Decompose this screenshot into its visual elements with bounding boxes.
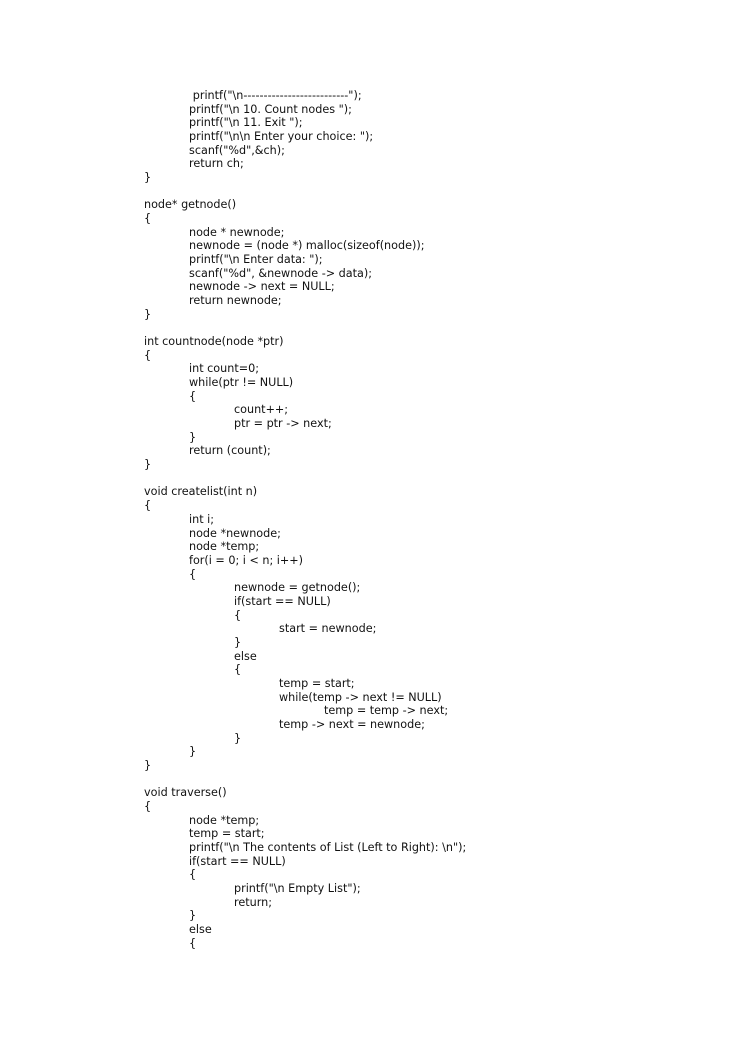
code-line-text: { <box>144 499 152 513</box>
code-line-text: printf("\n 10. Count nodes "); <box>189 102 352 116</box>
code-line-text: return newnode; <box>189 294 282 308</box>
code-line-text: start = newnode; <box>279 622 377 636</box>
code-line-text: printf("\n Empty List"); <box>234 881 361 895</box>
code-line-text: if(start == NULL) <box>234 594 331 608</box>
code-line-text: node *temp; <box>189 813 260 827</box>
code-line-text: } <box>234 635 242 649</box>
code-line-text: { <box>189 389 197 403</box>
code-line-text: int countnode(node *ptr) <box>144 335 284 349</box>
code-line-text: printf("\n\n Enter your choice: "); <box>189 130 374 144</box>
code-line-text: return (count); <box>189 444 271 458</box>
code-line-text: } <box>144 758 152 772</box>
code-line-text: } <box>189 745 197 759</box>
code-line-text: } <box>144 171 152 185</box>
code-line-text: while(ptr != NULL) <box>189 376 294 390</box>
code-line-text: node * newnode; <box>189 225 285 239</box>
code-line-text: } <box>234 731 242 745</box>
code-line-text: { <box>234 608 242 622</box>
code-line-text: return; <box>234 895 272 909</box>
code-line-text: } <box>189 430 197 444</box>
code-line-text: { <box>189 567 197 581</box>
code-line-text: } <box>144 458 152 472</box>
code-line-text: node *newnode; <box>189 526 281 540</box>
code-line-text: { <box>189 868 197 882</box>
code-line-text: scanf("%d",&ch); <box>189 143 285 157</box>
code-line-text: return ch; <box>189 157 244 171</box>
code-line-text: } <box>144 307 152 321</box>
code-line-text: node *temp; <box>189 540 260 554</box>
code-line-text: newnode = getnode(); <box>234 581 361 595</box>
code-line-text: void createlist(int n) <box>144 485 258 499</box>
code-line-text: for(i = 0; i < n; i++) <box>189 553 304 567</box>
code-line-text: { <box>189 936 197 950</box>
code-line-text: else <box>189 922 212 936</box>
code-line-text: printf("\n The contents of List (Left to Right): \n"); <box>189 840 467 854</box>
code-line-text: { <box>144 212 152 226</box>
code-line-text: printf("\n Enter data: "); <box>189 253 323 267</box>
code-line-text: printf("\n 11. Exit "); <box>189 116 303 130</box>
code-line-text: } <box>189 909 197 923</box>
code-line-text: int i; <box>189 512 215 526</box>
code-line-text: int count=0; <box>189 362 259 376</box>
code-line-text: if(start == NULL) <box>189 854 286 868</box>
code-line-text: ptr = ptr -> next; <box>234 417 332 431</box>
code-line-text: newnode = (node *) malloc(sizeof(node)); <box>189 239 425 253</box>
code-line-text: scanf("%d", &newnode -> data); <box>189 266 372 280</box>
code-line-text: { <box>144 799 152 813</box>
code-line-text: while(temp -> next != NULL) <box>279 690 442 704</box>
code-line-text: temp = start; <box>279 676 355 690</box>
code-line-text: { <box>144 348 152 362</box>
code-line-text: { <box>234 663 242 677</box>
code-line-text: temp -> next = newnode; <box>279 717 425 731</box>
code-line-text: void traverse() <box>144 786 227 800</box>
code-line-text: temp = start; <box>189 827 265 841</box>
code-line-text: printf("\n--------------------------"); <box>192 89 362 102</box>
code-line-text: newnode -> next = NULL; <box>189 280 335 294</box>
code-line-text: else <box>234 649 257 663</box>
code-line-text: count++; <box>234 403 289 417</box>
code-line-text: temp = temp -> next; <box>324 704 449 718</box>
code-line-text: node* getnode() <box>144 198 237 212</box>
